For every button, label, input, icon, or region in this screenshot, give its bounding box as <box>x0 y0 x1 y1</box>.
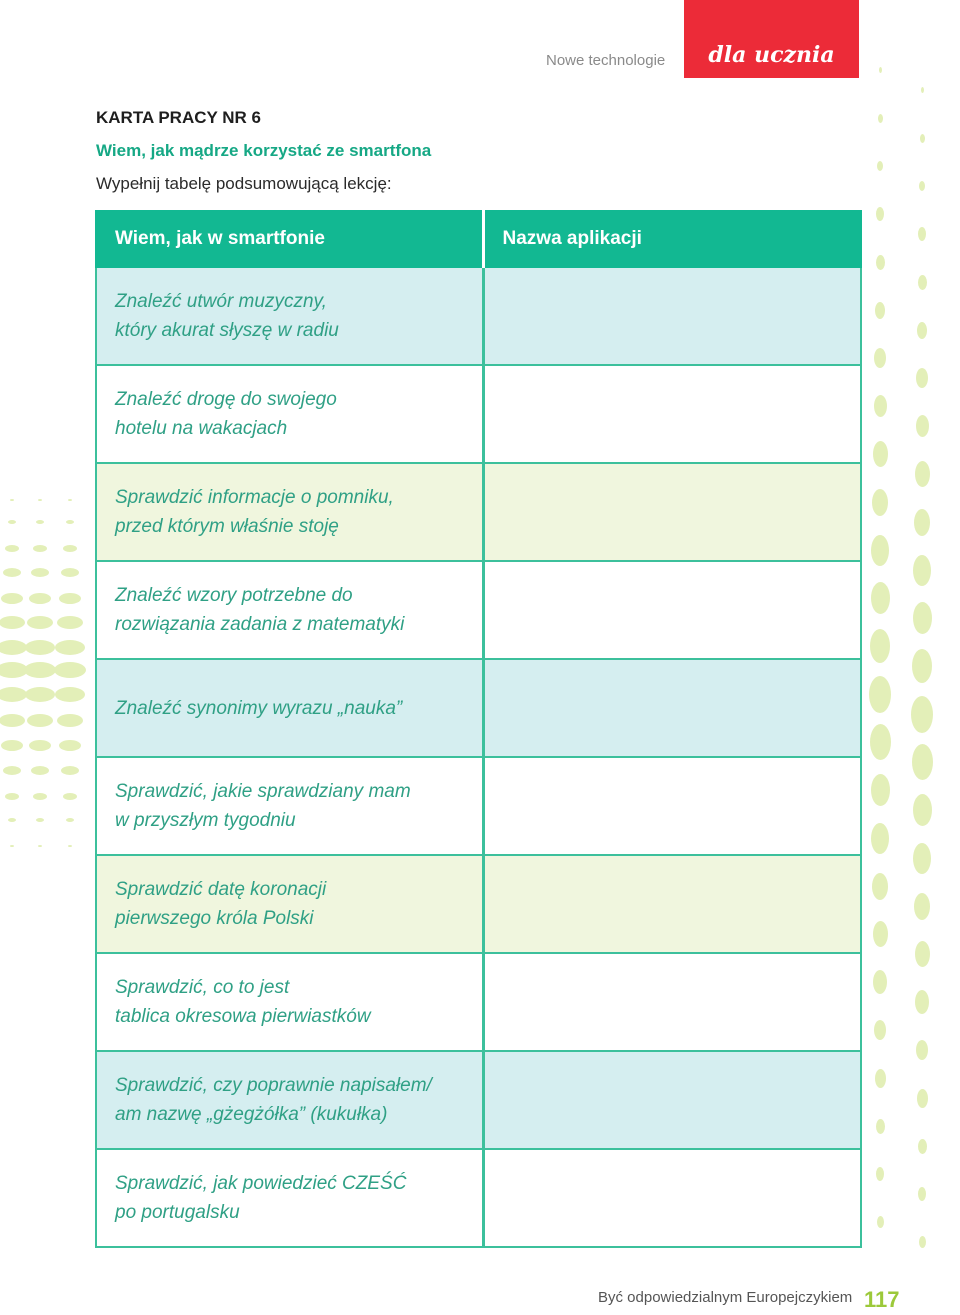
task-cell: Sprawdzić, co to jest tablica okresowa pierwiastków <box>96 953 483 1051</box>
decorative-dot <box>874 1020 886 1040</box>
decorative-dot <box>873 441 888 467</box>
decorative-dot <box>871 535 889 566</box>
task-cell: Sprawdzić, jak powiedzieć CZEŚĆ po portugalsku <box>96 1149 483 1247</box>
decorative-dot <box>916 415 929 437</box>
decorative-dot <box>57 714 83 727</box>
decorative-dot <box>919 1236 926 1248</box>
table-row <box>96 953 861 1051</box>
decorative-dot <box>38 845 42 847</box>
decorative-dot <box>876 207 884 221</box>
task-cell: Znaleźć synonimy wyrazu „nauka” <box>96 659 483 757</box>
task-cell: Znaleźć drogę do swojego hotelu na wakacjach <box>96 365 483 463</box>
task-cell: Sprawdzić informacje o pomniku, przed którym właśnie stoję <box>96 463 483 561</box>
column-header-app-name: Nazwa aplikacji <box>483 211 861 267</box>
decorative-dot <box>55 687 85 702</box>
answer-cell[interactable] <box>483 757 861 855</box>
decorative-dot <box>55 640 85 655</box>
decorative-dot <box>912 649 932 683</box>
decorative-dot <box>872 873 888 900</box>
decorative-dot <box>879 67 882 73</box>
decorative-dot <box>5 793 19 800</box>
decorative-dot <box>33 545 47 552</box>
decorative-dot <box>918 1139 927 1154</box>
decorative-dot <box>36 520 44 524</box>
answer-cell[interactable] <box>483 659 861 757</box>
decorative-dot <box>914 893 930 920</box>
decorative-dot <box>63 793 77 800</box>
summary-table <box>95 210 862 1248</box>
decorative-dot <box>869 676 891 713</box>
decorative-dot <box>3 766 21 775</box>
decorative-dot <box>38 499 42 501</box>
decorative-dot <box>873 970 887 994</box>
decorative-dot <box>874 348 886 368</box>
decorative-dot <box>10 499 14 501</box>
table-row <box>96 267 861 365</box>
task-cell: Znaleźć wzory potrzebne do rozwiązania zadania z matematyki <box>96 561 483 659</box>
decorative-dot <box>917 1089 928 1108</box>
decorative-dot <box>872 489 888 516</box>
decorative-dot <box>59 593 81 604</box>
footer-text: Być odpowiedzialnym Europejczykiem <box>598 1289 853 1306</box>
table-row <box>96 757 861 855</box>
decorative-dot <box>913 602 932 634</box>
decorative-dot <box>57 616 83 629</box>
decorative-dot <box>915 461 930 487</box>
answer-cell[interactable] <box>483 1149 861 1247</box>
decorative-dot <box>876 255 885 270</box>
answer-cell[interactable] <box>483 953 861 1051</box>
decorative-dot <box>917 322 927 339</box>
decorative-dot <box>875 302 885 319</box>
decorative-dot <box>877 161 883 171</box>
page-number: 117 <box>864 1287 900 1312</box>
answer-cell[interactable] <box>483 365 861 463</box>
decorative-dot <box>5 545 19 552</box>
decorative-dot <box>871 582 890 614</box>
decorative-dot <box>8 818 16 822</box>
decorative-dot <box>59 740 81 751</box>
decorative-dot <box>61 766 79 775</box>
decorative-dot <box>871 823 889 854</box>
decorative-dot <box>0 616 25 629</box>
decorative-dot <box>25 687 55 702</box>
decorative-dot <box>8 520 16 524</box>
audience-badge: dla ucznia <box>684 0 859 78</box>
task-cell: Sprawdzić, czy poprawnie napisałem/ am nazwę „gżegżółka” (kukułka) <box>96 1051 483 1149</box>
decorative-dot <box>913 555 931 586</box>
decorative-dot <box>915 941 930 967</box>
decorative-dot <box>875 1069 886 1088</box>
decorative-dot <box>877 1216 884 1228</box>
decorative-dot <box>27 616 53 629</box>
worksheet-instruction: Wypełnij tabelę podsumowującą lekcję: <box>96 174 392 193</box>
table-row <box>96 1149 861 1247</box>
column-header-skill: Wiem, jak w smartfonie <box>96 211 483 267</box>
decorative-dot <box>66 520 74 524</box>
decorative-dot <box>33 793 47 800</box>
decorative-dot <box>0 640 27 655</box>
decorative-dot <box>920 134 925 143</box>
decorative-dot <box>61 568 79 577</box>
decorative-dot <box>921 87 924 93</box>
decorative-dot <box>878 114 883 123</box>
decorative-dot <box>870 724 891 760</box>
decorative-dot <box>912 744 933 780</box>
decorative-dot <box>0 714 25 727</box>
decorative-dot <box>68 499 72 501</box>
decorative-dot <box>36 818 44 822</box>
decorative-dot <box>1 740 23 751</box>
decorative-dot <box>10 845 14 847</box>
task-cell: Znaleźć utwór muzyczny, który akurat słyszę w radiu <box>96 267 483 365</box>
answer-cell[interactable] <box>483 561 861 659</box>
table-row <box>96 561 861 659</box>
decorative-dot <box>31 766 49 775</box>
decorative-dot <box>914 509 930 536</box>
decorative-dot <box>27 714 53 727</box>
decorative-dot <box>24 662 56 678</box>
decorative-dot <box>66 818 74 822</box>
decorative-dot <box>919 181 925 191</box>
decorative-dot <box>918 1187 926 1201</box>
decorative-dot <box>0 687 27 702</box>
decorative-dot <box>54 662 86 678</box>
decorative-dot <box>874 395 887 417</box>
decorative-dot <box>916 368 928 388</box>
decorative-dot <box>876 1119 885 1134</box>
task-cell: Sprawdzić datę koronacji pierwszego króla Polski <box>96 855 483 953</box>
decorative-dot <box>913 794 932 826</box>
task-cell: Sprawdzić, jakie sprawdziany mam w przyszłym tygodniu <box>96 757 483 855</box>
decorative-dot <box>916 1040 928 1060</box>
table-header-row <box>96 211 861 267</box>
worksheet-title: KARTA PRACY NR 6 <box>96 108 261 127</box>
decorative-dot <box>29 593 51 604</box>
table-row <box>96 1051 861 1149</box>
decorative-dot <box>871 774 890 806</box>
table-row <box>96 463 861 561</box>
decorative-dot <box>911 696 933 733</box>
decorative-dot <box>31 568 49 577</box>
worksheet-subtitle: Wiem, jak mądrze korzystać ze smartfona <box>96 141 432 160</box>
answer-cell[interactable] <box>483 855 861 953</box>
decorative-dot <box>870 629 890 663</box>
decorative-dot <box>876 1167 884 1181</box>
decorative-dot <box>25 640 55 655</box>
section-label: Nowe technologie <box>546 52 666 69</box>
answer-cell[interactable] <box>483 1051 861 1149</box>
decorative-dot <box>1 593 23 604</box>
decorative-dot <box>63 545 77 552</box>
decorative-dot <box>873 921 888 947</box>
decorative-dot <box>918 227 926 241</box>
decorative-dot <box>915 990 929 1014</box>
table-row <box>96 855 861 953</box>
table-row <box>96 659 861 757</box>
answer-cell[interactable] <box>483 267 861 365</box>
decorative-dot <box>68 845 72 847</box>
decorative-dot <box>3 568 21 577</box>
answer-cell[interactable] <box>483 463 861 561</box>
decorative-dot <box>29 740 51 751</box>
decorative-dot <box>918 275 927 290</box>
table-row <box>96 365 861 463</box>
decorative-dot <box>913 843 931 874</box>
